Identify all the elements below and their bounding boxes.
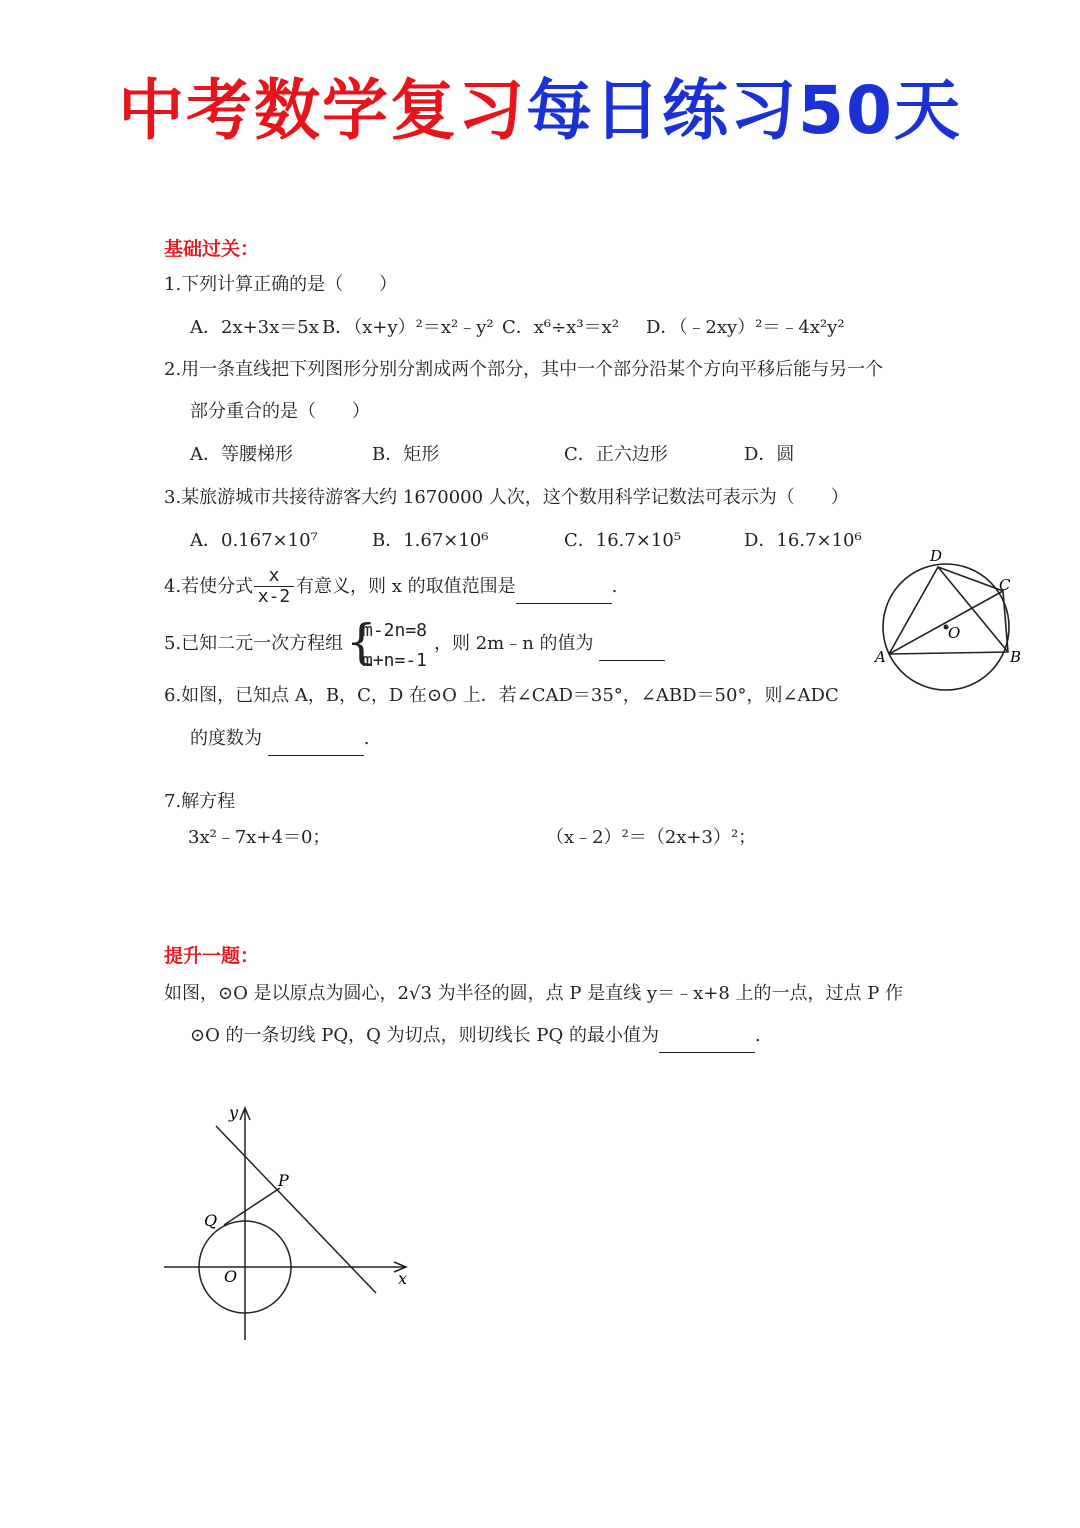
q2-stem-line1: 2.用一条直线把下列图形分别分割成两个部分，其中一个部分沿某个方向平移后能与另一个 (164, 359, 884, 380)
q5-equation-2: m+n=-1 (362, 650, 428, 671)
q8-tangent-pq (224, 1188, 280, 1225)
q1-option-d-label: D． (646, 317, 679, 338)
q4-fraction-denominator: x-2 (254, 586, 294, 607)
q6-label-c: C (999, 576, 1011, 594)
q6-line2-text: 的度数为 (190, 728, 262, 749)
q7-equation-1: 3x²﹣7x+4＝0； (188, 827, 331, 848)
q5-equation-system (362, 616, 427, 676)
q8-line1: 如图，⊙O 是以原点为圆心，2√3 为半径的圆，点 P 是直线 y＝﹣x+8 上的一点，过点 P 作 (164, 983, 904, 1004)
q8-end: . (754, 1025, 761, 1046)
q1-option-a-text: 2x+3x＝5x (221, 317, 319, 338)
q6-label-o: O (948, 624, 961, 642)
q7-equation-2: （x﹣2）²＝（2x+3）²； (546, 827, 757, 848)
q6-label-b: B (1010, 648, 1022, 666)
q2-stem-line2: 部分重合的是（ ） (190, 401, 370, 422)
q8-label-p: P (278, 1171, 289, 1190)
q6-answer-blank[interactable] (268, 729, 364, 756)
section-heading-advanced: 提升一题： (164, 945, 260, 967)
q1-option-b (322, 315, 494, 341)
q6-line2 (190, 726, 369, 756)
q4-fraction-numerator: x (268, 565, 280, 586)
q4-prefix: 4.若使分式 (164, 576, 254, 597)
q5-suffix (434, 631, 665, 661)
q2-option-c: C．正六边形 (564, 444, 668, 465)
q3-option-d: D．16.7×10⁶ (744, 530, 862, 551)
page-title (0, 66, 1080, 156)
q2-option-b: B．矩形 (372, 444, 440, 465)
q1-option-d-text: （﹣2xy）²＝﹣4x²y² (678, 317, 845, 338)
q1-option-c-label: C． (502, 317, 534, 338)
q6-label-d: D (930, 547, 943, 565)
q8-line-y-eq-neg-x-plus-8 (216, 1126, 376, 1293)
q6-label-a: A (875, 648, 886, 666)
q5-suffix-text: ，则 2m﹣n 的值为 (434, 633, 594, 654)
q5-system-brace: { (346, 614, 377, 670)
q5-equation-1: m-2n=8 (362, 620, 428, 641)
section-heading-basic: 基础过关： (164, 238, 260, 260)
q8-line2-text: ⊙O 的一条切线 PQ，Q 为切点，则切线长 PQ 的最小值为 (190, 1025, 659, 1046)
q8-line2 (190, 1023, 761, 1053)
q4-answer-blank[interactable] (516, 577, 612, 604)
q1-option-b-text: （x+y）²＝x²﹣y² (353, 317, 494, 338)
q2-option-d: D．圆 (744, 444, 795, 465)
q3-option-a: A．0.167×10⁷ (190, 530, 318, 551)
q3-option-b: B．1.67×10⁶ (372, 530, 489, 551)
q5-answer-blank[interactable] (599, 634, 665, 661)
q7-stem: 7.解方程 (164, 791, 236, 812)
q8-answer-blank[interactable] (659, 1026, 755, 1053)
q5-prefix: 5.已知二元一次方程组 (164, 633, 344, 654)
q6-circle-figure (868, 545, 1028, 700)
q1-option-a (190, 315, 319, 341)
q6-line1: 6.如图，已知点 A，B，C，D 在⊙O 上．若∠CAD＝35°，∠ABD＝50°，则∠ADC (164, 685, 839, 706)
q6-end: . (363, 728, 370, 749)
q1-option-d (646, 315, 845, 341)
q1-option-b-label: B． (322, 317, 354, 338)
q4-suffix (296, 574, 617, 604)
q8-label-x: x (398, 1269, 408, 1288)
title-blue-part: 每日练习50天 (526, 72, 962, 149)
q2-option-a: A．等腰梯形 (190, 444, 293, 465)
q8-label-q: Q (204, 1211, 218, 1230)
q8-coordinate-figure (160, 1100, 420, 1350)
q1-option-a-label: A． (190, 317, 221, 338)
q3-option-c: C．16.7×10⁵ (564, 530, 682, 551)
q4-suffix-text: 有意义，则 x 的取值范围是 (296, 576, 516, 597)
q8-label-y: y (229, 1103, 239, 1122)
title-red-part: 中考数学复习 (118, 72, 527, 149)
q1-option-c (502, 315, 619, 341)
q4-end: . (611, 576, 618, 597)
q8-label-o: O (224, 1267, 238, 1286)
q3-stem: 3.某旅游城市共接待游客大约 1670000 人次，这个数用科学记数法可表示为（ ） (164, 487, 849, 508)
q1-stem: 1.下列计算正确的是（ ） (164, 274, 398, 295)
q4-fraction (254, 566, 294, 607)
q1-option-c-text: x⁶÷x³＝x² (533, 317, 619, 338)
